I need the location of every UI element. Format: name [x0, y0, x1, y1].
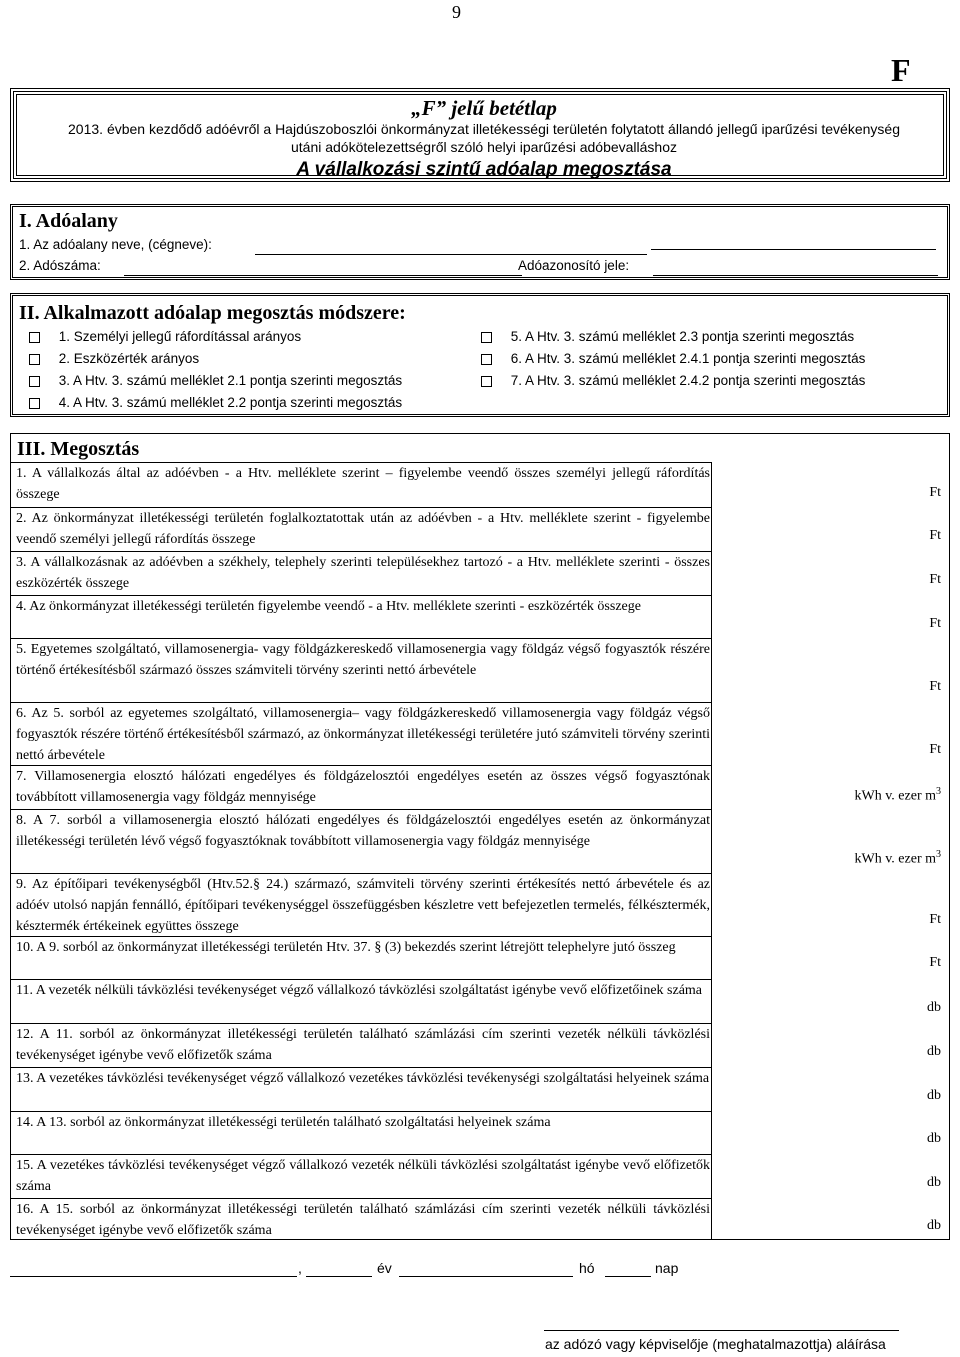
row-6-text: 6. Az 5. sorból az egyetemes szolgáltató, villamosenergia– vagy földgázkereskedő villamosenergia vagy földgáz végső fogyasztók részére történő értékesítésből származó, az önkormányzat illetékességi területére jutó számviteli törvény szerinti nettó árbevétele	[16, 706, 710, 763]
row-5-unit: Ft	[929, 679, 941, 694]
name-field-extra[interactable]	[651, 249, 936, 250]
taxnum-field[interactable]	[124, 275, 522, 276]
row-15-text: 15. A vezetékes távközlési tevékenységet végző vállalkozó vezeték nélküli távközlési szolgáltatást igénybe vevő előfizetők száma	[16, 1158, 710, 1194]
row-14-unit: db	[927, 1131, 941, 1146]
row-13-text: 13. A vezetékes távközlési tevékenységet végző vállalkozó vezetékes távközlési tevékenységi szolgáltatási helyeinek száma	[16, 1071, 710, 1086]
place-field[interactable]	[10, 1276, 297, 1277]
method-option-4[interactable]: 4. A Htv. 3. számú melléklet 2.2 pontja szerinti megosztás	[29, 395, 402, 410]
checkbox-icon[interactable]	[481, 376, 492, 387]
row-2-unit: Ft	[929, 528, 941, 543]
form-header	[10, 88, 950, 182]
row-3-unit: Ft	[929, 572, 941, 587]
row-16-text: 16. A 15. sorból az önkormányzat illetékességi területén található számlázási cím szerinti vezeték nélküli távközlési tevékenységet igénybe vevő előfizetők száma	[16, 1202, 710, 1238]
checkbox-icon[interactable]	[29, 332, 40, 343]
row-5-text: 5. Egyetemes szolgáltató, villamosenergia- vagy földgázkereskedő villamosenergia vagy földgáz végső fogyasztók részére történő értékesítésből származó összes számviteli törvény szerinti nettó árbevétele	[16, 642, 710, 678]
method-option-7[interactable]: 7. A Htv. 3. számú melléklet 2.4.2 pontja szerinti megosztás	[481, 373, 865, 388]
row-15-unit: db	[927, 1175, 941, 1190]
row-4-text: 4. Az önkormányzat illetékességi területén figyelembe veendő - a Htv. melléklete szerinti - eszközérték összege	[16, 599, 641, 614]
section-2-heading: II. Alkalmazott adóalap megosztás módszere:	[19, 302, 406, 324]
signature-line[interactable]	[544, 1330, 899, 1331]
row-1-unit: Ft	[929, 485, 941, 500]
method-option-2[interactable]: 2. Eszközérték arányos	[29, 351, 199, 366]
page-number: 9	[452, 2, 461, 22]
day-field[interactable]	[605, 1276, 651, 1277]
checkbox-icon[interactable]	[481, 354, 492, 365]
section-1-heading: I. Adóalany	[19, 210, 118, 232]
method-option-6[interactable]: 6. A Htv. 3. számú melléklet 2.4.1 pontja szerinti megosztás	[481, 351, 865, 366]
name-label: 1. Az adóalany neve, (cégneve):	[19, 237, 212, 252]
row-11-unit: db	[927, 1000, 941, 1015]
row-7-unit: kWh v. ezer $m^3$	[854, 786, 941, 804]
day-label: nap	[655, 1260, 679, 1276]
row-9-text: 9. Az építőipari tevékenységből (Htv.52.§ 24.) származó, számviteli törvény szerinti értékesítés nettó árbevétele és az adóév utolsó napján fennálló, építőipari tevékenységgel összefüggésben készletre vett befejezetlen termelés, félkésztermék, késztermék értékeinek együttes összege	[16, 877, 710, 934]
header-line-1: 2013. évben kezdődő adóévről a Hajdúszoboszlói önkormányzat illetékességi területén folytatott állandó jellegű iparűzési tevékenység	[68, 121, 900, 137]
row-3-text: 3. A vállalkozásnak az adóévben a székhely, telephely szerinti településekhez tartozó - a Htv. melléklete szerinti - összes eszközérték összege	[16, 555, 710, 591]
row-14-text: 14. A 13. sorból az önkormányzat illetékességi területén található szolgáltatási helyeinek száma	[16, 1115, 551, 1130]
year-label: év	[377, 1260, 392, 1276]
comma: ,	[298, 1260, 302, 1276]
form-subtitle: A vállalkozási szintű adóalap megosztása	[296, 159, 672, 180]
row-12-text: 12. A 11. sorból az önkormányzat illetékességi területén található számlázási cím szerinti vezeték nélküli távközlési tevékenységet igénybe vevő előfizetők száma	[16, 1027, 710, 1063]
row-16-unit: db	[927, 1218, 941, 1233]
section-3-heading: III. Megosztás	[17, 438, 140, 460]
row-1-text: 1. A vállalkozás által az adóévben - a Htv. melléklete szerint – figyelembe veendő összes személyi jellegű ráfordítás összege	[16, 466, 710, 502]
row-12-unit: db	[927, 1044, 941, 1059]
year-field[interactable]	[306, 1276, 372, 1277]
section-method	[10, 293, 950, 417]
column-divider	[711, 462, 712, 1240]
taxid-label: Adóazonosító jele:	[518, 258, 630, 273]
row-6-unit: Ft	[929, 742, 941, 757]
taxnum-label: 2. Adószáma:	[19, 258, 101, 273]
month-label: hó	[579, 1260, 595, 1276]
row-11-text: 11. A vezeték nélküli távközlési tevékenységet végző vállalkozó távközlési szolgáltatást igénybe vevő előfizetőinek száma	[16, 983, 703, 998]
checkbox-icon[interactable]	[29, 376, 40, 387]
section-apportionment	[10, 433, 950, 1240]
row-4-unit: Ft	[929, 616, 941, 631]
signature-label: az adózó vagy képviselője (meghatalmazottja) aláírása	[545, 1336, 886, 1352]
row-9-unit: Ft	[929, 912, 941, 927]
name-field[interactable]	[255, 254, 647, 255]
method-option-3[interactable]: 3. A Htv. 3. számú melléklet 2.1 pontja szerinti megosztás	[29, 373, 402, 388]
checkbox-icon[interactable]	[29, 354, 40, 365]
row-10-unit: Ft	[929, 955, 941, 970]
month-field[interactable]	[399, 1276, 573, 1277]
method-option-1[interactable]: 1. Személyi jellegű ráfordítással arányos	[29, 329, 301, 344]
row-13-unit: db	[927, 1088, 941, 1103]
row-8-text: 8. A 7. sorból a villamosenergia elosztó hálózati engedélyes és földgázelosztói engedélyes esetén az önkormányzat illetékességi területén lévő végső fogyasztóknak továbbított villamosenergia vagy földgáz mennyisége	[16, 813, 710, 849]
row-8-unit: kWh v. ezer $m^3$	[854, 849, 941, 867]
checkbox-icon[interactable]	[481, 332, 492, 343]
checkbox-icon[interactable]	[29, 398, 40, 409]
row-10-text: 10. A 9. sorból az önkormányzat illetékességi területén Htv. 37. § (3) bekezdés szerint létrejött telephelyre jutó összeg	[16, 940, 676, 955]
form-title: „F” jelű betétlap	[411, 96, 557, 120]
form-letter: F	[891, 52, 911, 88]
header-line-2: utáni adókötelezettségről szóló helyi iparűzési adóbevalláshoz	[290, 139, 678, 155]
taxid-field[interactable]	[653, 275, 938, 276]
row-2-text: 2. Az önkormányzat illetékességi területén foglalkoztatottak után az adóévben - a Htv. melléklete szerint - figyelembe veendő személyi jellegű ráfordítás összege	[16, 511, 710, 547]
row-7-text: 7. Villamosenergia elosztó hálózati engedélyes és földgázelosztói engedélyes esetén az összes végső fogyasztónak továbbított villamosenergia vagy földgáz mennyisége	[16, 769, 710, 805]
method-option-5[interactable]: 5. A Htv. 3. számú melléklet 2.3 pontja szerinti megosztás	[481, 329, 854, 344]
section-taxpayer	[10, 204, 950, 280]
